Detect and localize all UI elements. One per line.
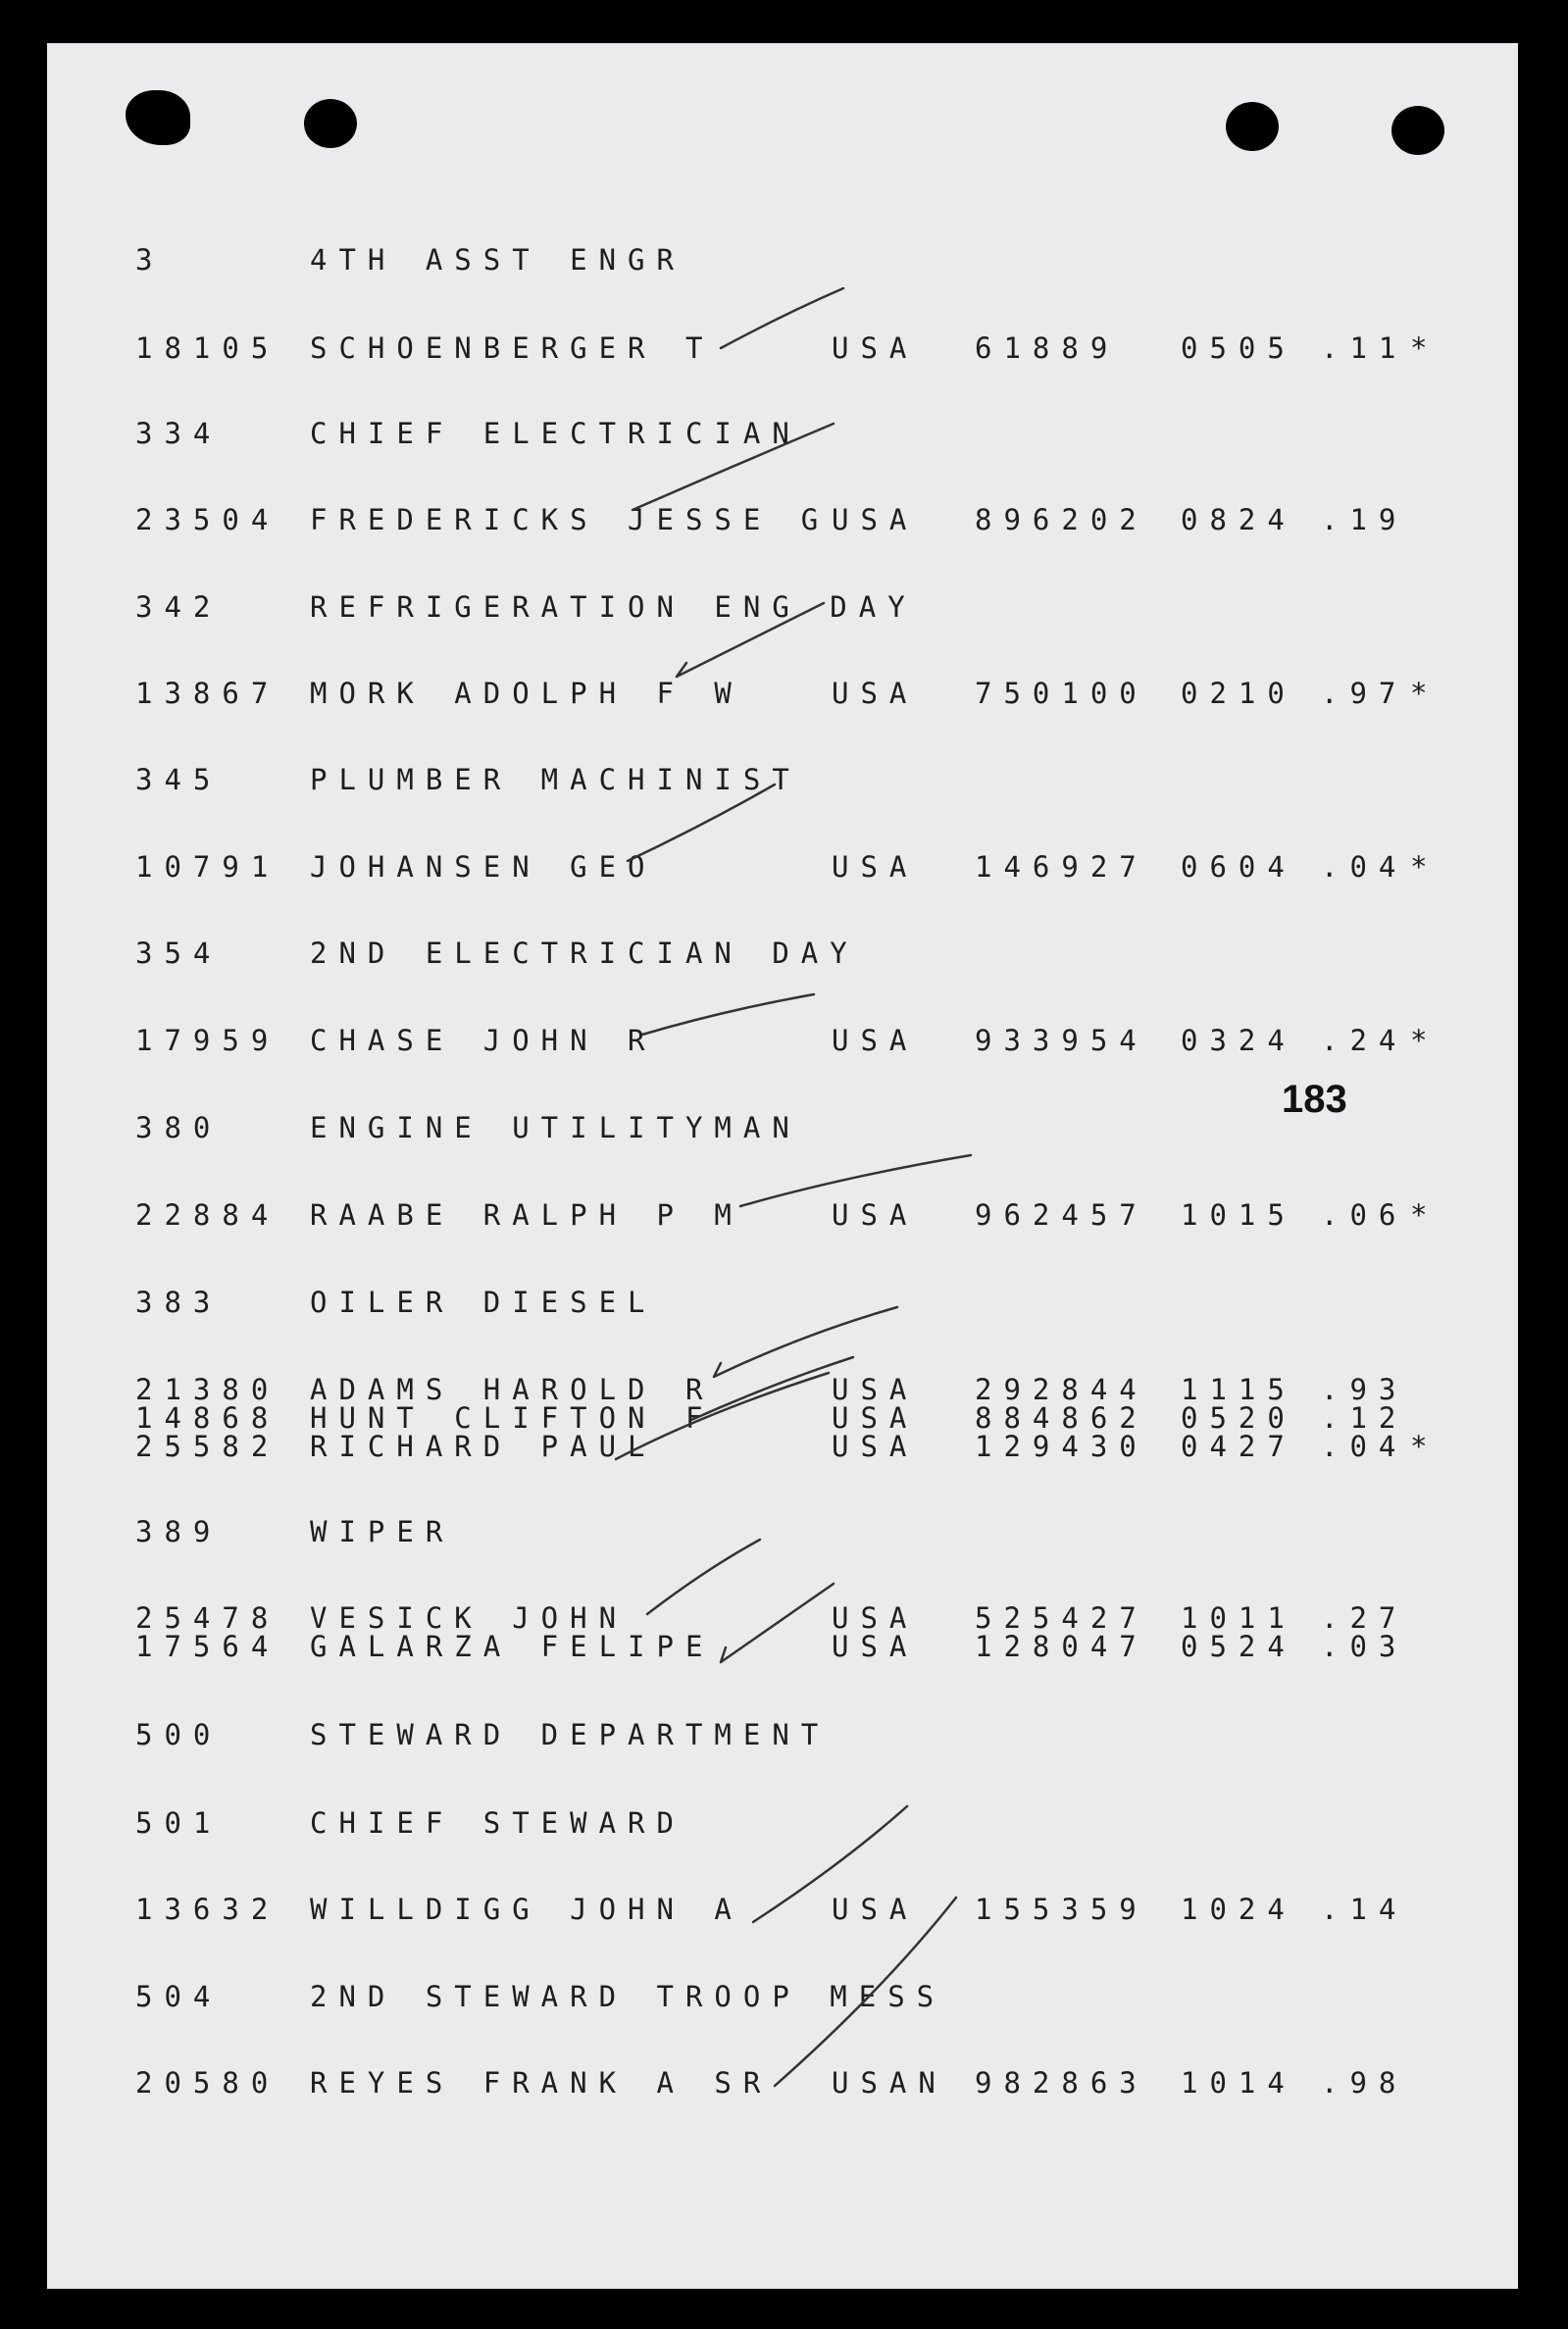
field-name: GALARZA FELIPE: [310, 1630, 715, 1663]
field-name: WILLDIGG JOHN A: [310, 1893, 743, 1926]
field-code: 389: [135, 1515, 223, 1548]
crew-entry-row: [0, 1630, 1568, 1663]
field-num: 128047: [975, 1630, 1148, 1663]
field-code: 345: [135, 763, 223, 796]
crew-entry-row: [0, 503, 1568, 536]
crew-entry-row: [0, 677, 1568, 710]
field-code: 23504: [135, 503, 280, 536]
field-title: 2ND ELECTRICIAN DAY: [310, 937, 859, 970]
field-title: CHIEF ELECTRICIAN: [310, 417, 801, 450]
field-nat: USA: [832, 503, 919, 536]
field-num: 982863: [975, 2066, 1148, 2100]
field-code: 13632: [135, 1893, 280, 1926]
field-star: *: [1410, 850, 1440, 884]
field-title: PLUMBER MACHINIST: [310, 763, 801, 796]
field-num: 61889: [975, 331, 1120, 365]
field-nat: USA: [832, 1630, 919, 1663]
field-title: 2ND STEWARD TROOP MESS: [310, 1980, 946, 2013]
field-num: 129430: [975, 1430, 1148, 1463]
field-name: HUNT CLIFTON F: [310, 1401, 715, 1435]
field-code: 504: [135, 1980, 223, 2013]
page-number: 183: [1282, 1078, 1347, 1121]
field-nat: USA: [832, 677, 919, 710]
field-code: 334: [135, 417, 223, 450]
field-title: OILER DIESEL: [310, 1286, 657, 1319]
field-amt: .04: [1321, 850, 1408, 884]
field-title: WIPER: [310, 1515, 455, 1548]
field-nat: USA: [832, 850, 919, 884]
field-title: CHIEF STEWARD: [310, 1806, 685, 1840]
section-heading-row: [0, 417, 1568, 450]
field-name: RAABE RALPH P M: [310, 1198, 743, 1232]
crew-entry-row: [0, 331, 1568, 365]
field-amt: .12: [1321, 1401, 1408, 1435]
field-num: 146927: [975, 850, 1148, 884]
field-code: 380: [135, 1111, 223, 1144]
field-code: 342: [135, 590, 223, 624]
field-name: JOHANSEN GEO: [310, 850, 657, 884]
field-name: RICHARD PAUL: [310, 1430, 657, 1463]
field-date: 0210: [1181, 677, 1296, 710]
field-num: 750100: [975, 677, 1148, 710]
field-name: FREDERICKS JESSE G: [310, 503, 831, 536]
field-code: 25582: [135, 1430, 280, 1463]
field-code: 500: [135, 1718, 223, 1751]
field-nat: USA: [832, 1373, 919, 1406]
field-star: *: [1410, 1198, 1440, 1232]
field-nat: USA: [832, 1893, 919, 1926]
punch-hole-right-1: [1226, 102, 1279, 151]
field-star: *: [1410, 331, 1440, 365]
field-code: 383: [135, 1286, 223, 1319]
crew-entry-row: [0, 2066, 1568, 2100]
field-name: CHASE JOHN R: [310, 1024, 657, 1057]
section-heading-row: [0, 1718, 1568, 1751]
field-amt: .04: [1321, 1430, 1408, 1463]
field-amt: .98: [1321, 2066, 1408, 2100]
field-code: 10791: [135, 850, 280, 884]
field-code: 354: [135, 937, 223, 970]
field-amt: .19: [1321, 503, 1408, 536]
field-date: 0520: [1181, 1401, 1296, 1435]
field-nat: USA: [832, 331, 919, 365]
field-date: 0604: [1181, 850, 1296, 884]
section-heading-row: [0, 1806, 1568, 1840]
field-name: MORK ADOLPH F W: [310, 677, 743, 710]
section-heading-row: [0, 590, 1568, 624]
punch-hole-left: [304, 99, 357, 148]
field-date: 1115: [1181, 1373, 1296, 1406]
section-heading-row: [0, 763, 1568, 796]
field-num: 962457: [975, 1198, 1148, 1232]
field-code: 21380: [135, 1373, 280, 1406]
section-heading-row: [0, 243, 1568, 277]
field-date: 1015: [1181, 1198, 1296, 1232]
field-nat: USA: [832, 1430, 919, 1463]
field-star: *: [1410, 1024, 1440, 1057]
field-name: VESICK JOHN: [310, 1601, 629, 1635]
field-amt: .24: [1321, 1024, 1408, 1057]
field-nat: USA: [832, 1601, 919, 1635]
crew-entry-row: [0, 1893, 1568, 1926]
section-heading-row: [0, 937, 1568, 970]
crew-entry-row: [0, 1198, 1568, 1232]
field-title: REFRIGERATION ENG DAY: [310, 590, 917, 624]
field-star: *: [1410, 677, 1440, 710]
field-date: 1011: [1181, 1601, 1296, 1635]
crew-entry-row: [0, 850, 1568, 884]
field-star: *: [1410, 1430, 1440, 1463]
field-amt: .14: [1321, 1893, 1408, 1926]
field-code: 14868: [135, 1401, 280, 1435]
field-code: 17564: [135, 1630, 280, 1663]
field-nat: USA: [832, 1024, 919, 1057]
section-heading-row: [0, 1980, 1568, 2013]
field-amt: .93: [1321, 1373, 1408, 1406]
document-page: [47, 43, 1518, 2289]
field-nat: USA: [832, 1198, 919, 1232]
crew-entry-row: [0, 1024, 1568, 1057]
field-nat: USAN: [832, 2066, 947, 2100]
field-nat: USA: [832, 1401, 919, 1435]
field-code: 17959: [135, 1024, 280, 1057]
field-title: ENGINE UTILITYMAN: [310, 1111, 801, 1144]
field-code: 18105: [135, 331, 280, 365]
field-code: 22884: [135, 1198, 280, 1232]
field-name: REYES FRANK A SR: [310, 2066, 773, 2100]
field-name: ADAMS HAROLD R: [310, 1373, 715, 1406]
field-date: 0505: [1181, 331, 1296, 365]
field-code: 501: [135, 1806, 223, 1840]
field-code: 13867: [135, 677, 280, 710]
field-date: 0324: [1181, 1024, 1296, 1057]
punch-hole-right-2: [1391, 106, 1444, 155]
field-code: 20580: [135, 2066, 280, 2100]
field-amt: .06: [1321, 1198, 1408, 1232]
field-num: 292844: [975, 1373, 1148, 1406]
section-heading-row: [0, 1515, 1568, 1548]
field-num: 525427: [975, 1601, 1148, 1635]
field-num: 884862: [975, 1401, 1148, 1435]
crew-entry-row: [0, 1430, 1568, 1463]
field-code: 25478: [135, 1601, 280, 1635]
field-title: STEWARD DEPARTMENT: [310, 1718, 831, 1751]
field-amt: .03: [1321, 1630, 1408, 1663]
field-amt: .27: [1321, 1601, 1408, 1635]
field-num: 896202: [975, 503, 1148, 536]
field-amt: .97: [1321, 677, 1408, 710]
field-date: 1014: [1181, 2066, 1296, 2100]
field-num: 155359: [975, 1893, 1148, 1926]
field-date: 0824: [1181, 503, 1296, 536]
field-title: 4TH ASST ENGR: [310, 243, 685, 277]
field-date: 0524: [1181, 1630, 1296, 1663]
field-date: 1024: [1181, 1893, 1296, 1926]
field-name: SCHOENBERGER T: [310, 331, 715, 365]
field-amt: .11: [1321, 331, 1408, 365]
field-code: 3‪‬: [135, 243, 193, 277]
field-num: 933954: [975, 1024, 1148, 1057]
field-date: 0427: [1181, 1430, 1296, 1463]
section-heading-row: [0, 1286, 1568, 1319]
